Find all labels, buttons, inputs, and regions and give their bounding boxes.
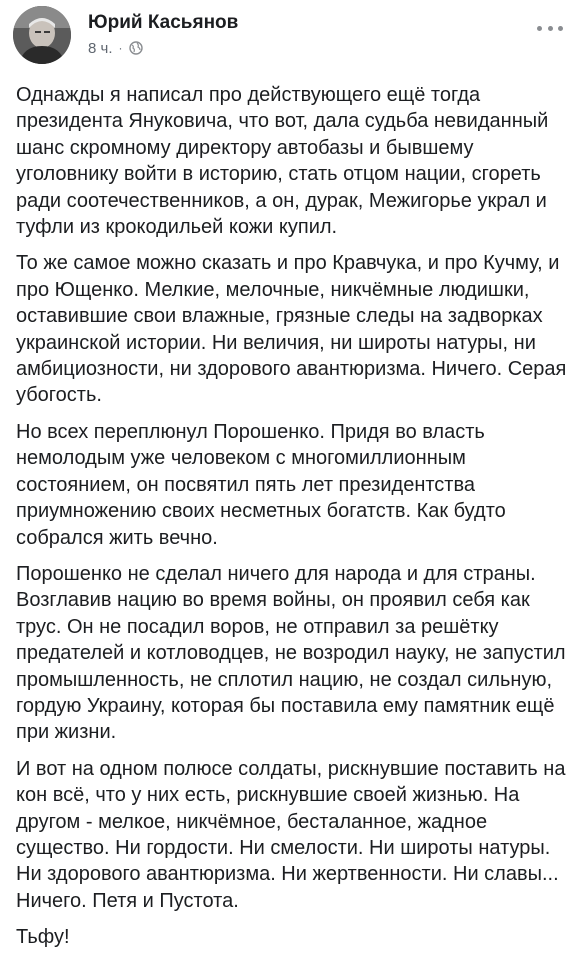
globe-icon[interactable] — [129, 41, 143, 55]
author-avatar[interactable] — [13, 6, 71, 64]
author-name[interactable]: Юрий Касьянов — [88, 12, 239, 33]
post-header — [0, 0, 583, 72]
post-paragraph: Однажды я написал про действующего ещё тогда президента Януковича, что вот, дала судьба невиданный шанс скромному директору автобазы и бывшему уголовнику войти в историю, стать отцом нации, сгореть ради соотечественников, а он, дурак, Межигорье украл и туфли из крокодильей кожи купил. — [16, 84, 549, 239]
post-paragraph: Тьфу! — [16, 926, 70, 949]
post-paragraph: То же самое можно сказать и про Кравчука, и про Кучму, и про Ющенко. Мелкие, мелочные, никчёмные людишки, оставившие свои влажные, грязные следы на задворках украинской истории. Ни величия, ни широты натуры, ни амбициозности, ни здорового авантюризма. Ничего. Серая убогость. — [16, 252, 567, 407]
post-meta — [88, 38, 143, 58]
post-text — [16, 82, 570, 961]
post-paragraph: Но всех переплюнул Порошенко. Придя во власть немолодым уже человеком с многомиллионным состоянием, он посвятил пять лет президентства приумножению своих несметных богатств. Как будто собрался жить вечно. — [16, 420, 506, 549]
post-paragraph: Порошенко не сделал ничего для народа и для страны. Возглавив нацию во время войны, он проявил себя как трус. Он не посадил воров, не отправил за решётку предателей и котловодцев, не возродил науку, не запустил промышленность, не сплотил нацию, не создал сильную, гордую Украину, которая бы поставила ему памятник ещё при жизни. — [16, 562, 566, 744]
meta-separator: · — [118, 41, 123, 55]
avatar-photo-icon — [13, 6, 71, 64]
more-options-icon[interactable] — [537, 20, 563, 36]
post-paragraph: И вот на одном полюсе солдаты, рискнувшие поставить на кон всё, что у них есть, рискнувшие своей жизнью. На другом - мелкое, никчёмное, бесталанное, жадное существо. Ни гордости. Ни смелости. Ни широты натуры. Ни здорового авантюризма. Ни жертвенности. Ни славы... Ничего. Петя и Пустота. — [16, 757, 566, 912]
post-time[interactable]: 8 ч. — [88, 39, 113, 57]
